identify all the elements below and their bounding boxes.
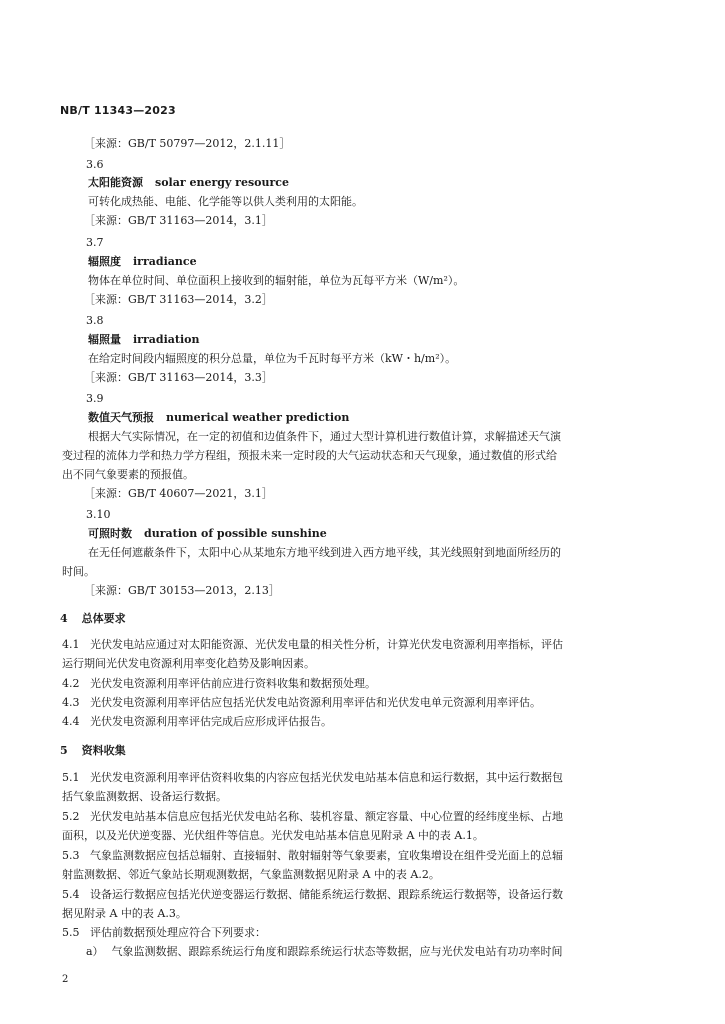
clause (62, 677, 376, 691)
list-item (86, 945, 563, 959)
term-title-en: solar energy resource (155, 176, 289, 189)
term-title (88, 333, 200, 347)
term-number: 3.10 (86, 508, 111, 521)
term-title-en: numerical weather prediction (166, 411, 350, 424)
clause-text: 气象监测数据应包括总辐射、直接辐射、散射辐射等气象要素，宜收集增设在组件受光面上的总辐 (90, 849, 563, 862)
clause-continued: 括气象监测数据、设备运行数据。 (62, 790, 227, 803)
clause-text: 光伏发电站基本信息应包括光伏发电站名称、装机容量、额定容量、中心位置的经纬度坐标、占地 (90, 810, 563, 823)
list-item-text: 气象监测数据、跟踪系统运行角度和跟踪系统运行状态等数据，应与光伏发电站有功功率时间 (111, 945, 563, 958)
section-number: 5 (60, 744, 68, 757)
clause-number: 5.4 (62, 888, 80, 901)
term-definition: 在给定时间段内辐照度的积分总量，单位为千瓦时每平方米（kW・h/m²）。 (88, 352, 457, 365)
term-definition: 可转化成热能、电能、化学能等以供人类利用的太阳能。 (88, 195, 363, 208)
term-number: 3.9 (86, 392, 104, 405)
clause (62, 888, 563, 902)
term-number: 3.6 (86, 158, 104, 171)
term-title-zh: 数值天气预报 (88, 411, 154, 424)
clause-number: 4.4 (62, 715, 80, 728)
term-title (88, 411, 349, 425)
clause-number: 4.1 (62, 638, 80, 651)
clause (62, 715, 332, 729)
term-title-zh: 可照时数 (88, 527, 132, 540)
section-title: 总体要求 (81, 612, 126, 625)
clause-number: 4.2 (62, 677, 80, 690)
term-title-en: irradiation (133, 333, 200, 346)
clause-number: 4.3 (62, 696, 80, 709)
clause-text: 设备运行数据应包括光伏逆变器运行数据、储能系统运行数据、跟踪系统运行数据等，设备运行数 (90, 888, 563, 901)
clause-number: 5.2 (62, 810, 80, 823)
source-citation: ［来源：GB/T 31163—2014，3.1］ (84, 214, 273, 227)
term-title (88, 176, 289, 190)
clause-text: 光伏发电资源利用率评估应包括光伏发电站资源利用率评估和光伏发电单元资源利用率评估。 (90, 696, 541, 709)
clause (62, 696, 541, 710)
source-citation: ［来源：GB/T 31163—2014，3.2］ (84, 293, 273, 306)
section-heading (60, 612, 126, 626)
term-number: 3.8 (86, 314, 104, 327)
term-title (88, 527, 327, 541)
term-definition-continued: 出不同气象要素的预报值。 (62, 468, 194, 481)
term-definition: 物体在单位时间、单位面积上接收到的辐射能，单位为瓦每平方米（W/m²）。 (88, 274, 465, 287)
clause (62, 771, 563, 785)
clause (62, 638, 563, 652)
clause (62, 810, 563, 824)
section-number: 4 (60, 612, 68, 625)
clause-text: 评估前数据预处理应符合下列要求： (90, 926, 266, 939)
clause-continued: 面积，以及光伏逆变器、光伏组件等信息。光伏发电站基本信息见附录 A 中的表 A.1。 (62, 829, 484, 842)
clause-text: 光伏发电站应通过对太阳能资源、光伏发电量的相关性分析，计算光伏发电资源利用率指标，评估 (90, 638, 563, 651)
term-definition: 根据大气实际情况，在一定的初值和边值条件下，通过大型计算机进行数值计算，求解描述天气演 (88, 430, 561, 443)
term-number: 3.7 (86, 236, 104, 249)
clause-text: 光伏发电资源利用率评估完成后应形成评估报告。 (90, 715, 332, 728)
clause-continued: 据见附录 A 中的表 A.3。 (62, 907, 187, 920)
source-citation: ［来源：GB/T 31163—2014，3.3］ (84, 371, 273, 384)
standard-code-header: NB/T 11343—2023 (60, 104, 176, 117)
term-definition-continued: 时间。 (62, 565, 95, 578)
term-title-zh: 辐照度 (88, 255, 121, 268)
term-title-zh: 辐照量 (88, 333, 121, 346)
source-citation: ［来源：GB/T 40607—2021，3.1］ (84, 487, 273, 500)
clause-number: 5.1 (62, 771, 80, 784)
term-title-en: duration of possible sunshine (144, 527, 327, 540)
term-title-en: irradiance (133, 255, 197, 268)
section-heading (60, 744, 126, 758)
source-citation: ［来源：GB/T 30153—2013，2.13］ (84, 584, 280, 597)
clause (62, 926, 266, 940)
term-definition: 在无任何遮蔽条件下，太阳中心从某地东方地平线到进入西方地平线，其光线照射到地面所经历的 (88, 546, 561, 559)
clause-number: 5.5 (62, 926, 80, 939)
page-number: 2 (62, 974, 69, 985)
clause-text: 光伏发电资源利用率评估前应进行资料收集和数据预处理。 (90, 677, 376, 690)
term-title (88, 255, 197, 269)
clause-number: 5.3 (62, 849, 80, 862)
source-citation: ［来源：GB/T 50797—2012，2.1.11］ (84, 137, 291, 150)
term-definition-continued: 变过程的流体力学和热力学方程组，预报未来一定时段的大气运动状态和天气现象，通过数值的形式给 (62, 449, 557, 462)
clause (62, 849, 563, 863)
list-item-marker: a） (86, 945, 104, 958)
section-title: 资料收集 (81, 744, 126, 757)
term-title-zh: 太阳能资源 (88, 176, 143, 189)
clause-text: 光伏发电资源利用率评估资料收集的内容应包括光伏发电站基本信息和运行数据，其中运行数据包 (90, 771, 563, 784)
clause-continued: 运行期间光伏发电资源利用率变化趋势及影响因素。 (62, 657, 315, 670)
clause-continued: 射监测数据、邻近气象站长期观测数据，气象监测数据见附录 A 中的表 A.2。 (62, 868, 440, 881)
